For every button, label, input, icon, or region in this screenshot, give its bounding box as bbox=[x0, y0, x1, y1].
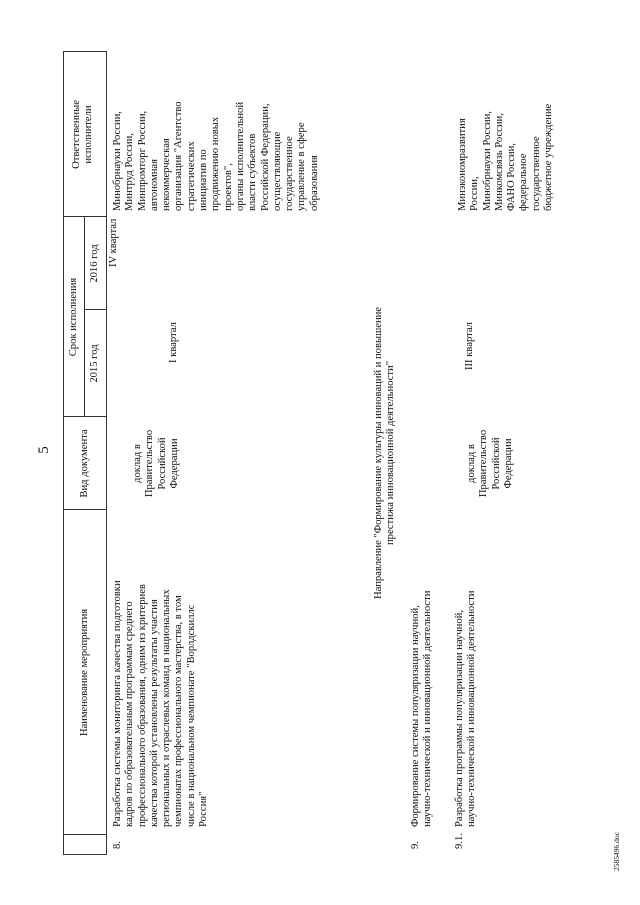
row-deadline-2016: IV квартал bbox=[108, 218, 119, 267]
header-name: Наименование мероприятия bbox=[79, 608, 90, 737]
page-number: 5 bbox=[36, 446, 52, 454]
row-number: 8. bbox=[112, 841, 123, 849]
row-doc-type: доклад в Правительство Российской Федерации bbox=[132, 429, 180, 498]
row-executors: Минобрнауки России, Минтруд России, Минпромторг России, автономная некоммерческая организация "Агентство стратегических инициатив по продвижению новых проектов", органы исполнительной власти субъектов Российской Федерации, осуществляющие государственное управление в сфере образования bbox=[112, 101, 320, 211]
header-2016: 2016 год bbox=[89, 244, 100, 283]
row-name: Разработка системы мониторинга качества подготовки кадров по образовательным программам среднего профессионального образования, одним из критериев качества которой установлены результаты участия региональных и отраслевых команд в национальных чемпионатах профессионального мастерства, в том числе в национальном чемпионате "Ворлдскиллс Россия" bbox=[112, 580, 210, 827]
row-number: 9. bbox=[410, 841, 421, 849]
header-doc-type: Вид документа bbox=[79, 429, 90, 498]
header-bottom-border bbox=[106, 51, 107, 855]
section-heading: Направление "Формирование культуры инноваций и повышение престижа инновационной деятельности" bbox=[373, 307, 397, 599]
table-left-border bbox=[63, 854, 107, 855]
header-deadline: Срок исполнения bbox=[68, 277, 79, 357]
row-name: Разработка программы популяризации научной, научно-технической и инновационной деятельности bbox=[454, 590, 478, 827]
row-name: Формирование системы популяризации научной, научно-технической и инновационной деятельности bbox=[410, 590, 434, 827]
table-top-border bbox=[63, 51, 64, 855]
header-executors: Ответственные исполнители bbox=[71, 100, 95, 169]
row-number: 9.1. bbox=[454, 833, 465, 849]
deadline-subheader-line bbox=[84, 217, 85, 417]
row-deadline-2015: III квартал bbox=[464, 322, 475, 370]
header-2015: 2015 год bbox=[89, 344, 100, 383]
row-doc-type: доклад в Правительство Российской Федерации bbox=[466, 429, 514, 498]
row-deadline-2015: I квартал bbox=[168, 322, 179, 363]
row-executors: Минэкономразвития России, Минобрнауки России, Минкомсвязь России, ФАНО России, федеральное государственное бюджетное учреждение bbox=[457, 103, 555, 211]
footer-filename: 2585496.doc bbox=[612, 832, 621, 871]
